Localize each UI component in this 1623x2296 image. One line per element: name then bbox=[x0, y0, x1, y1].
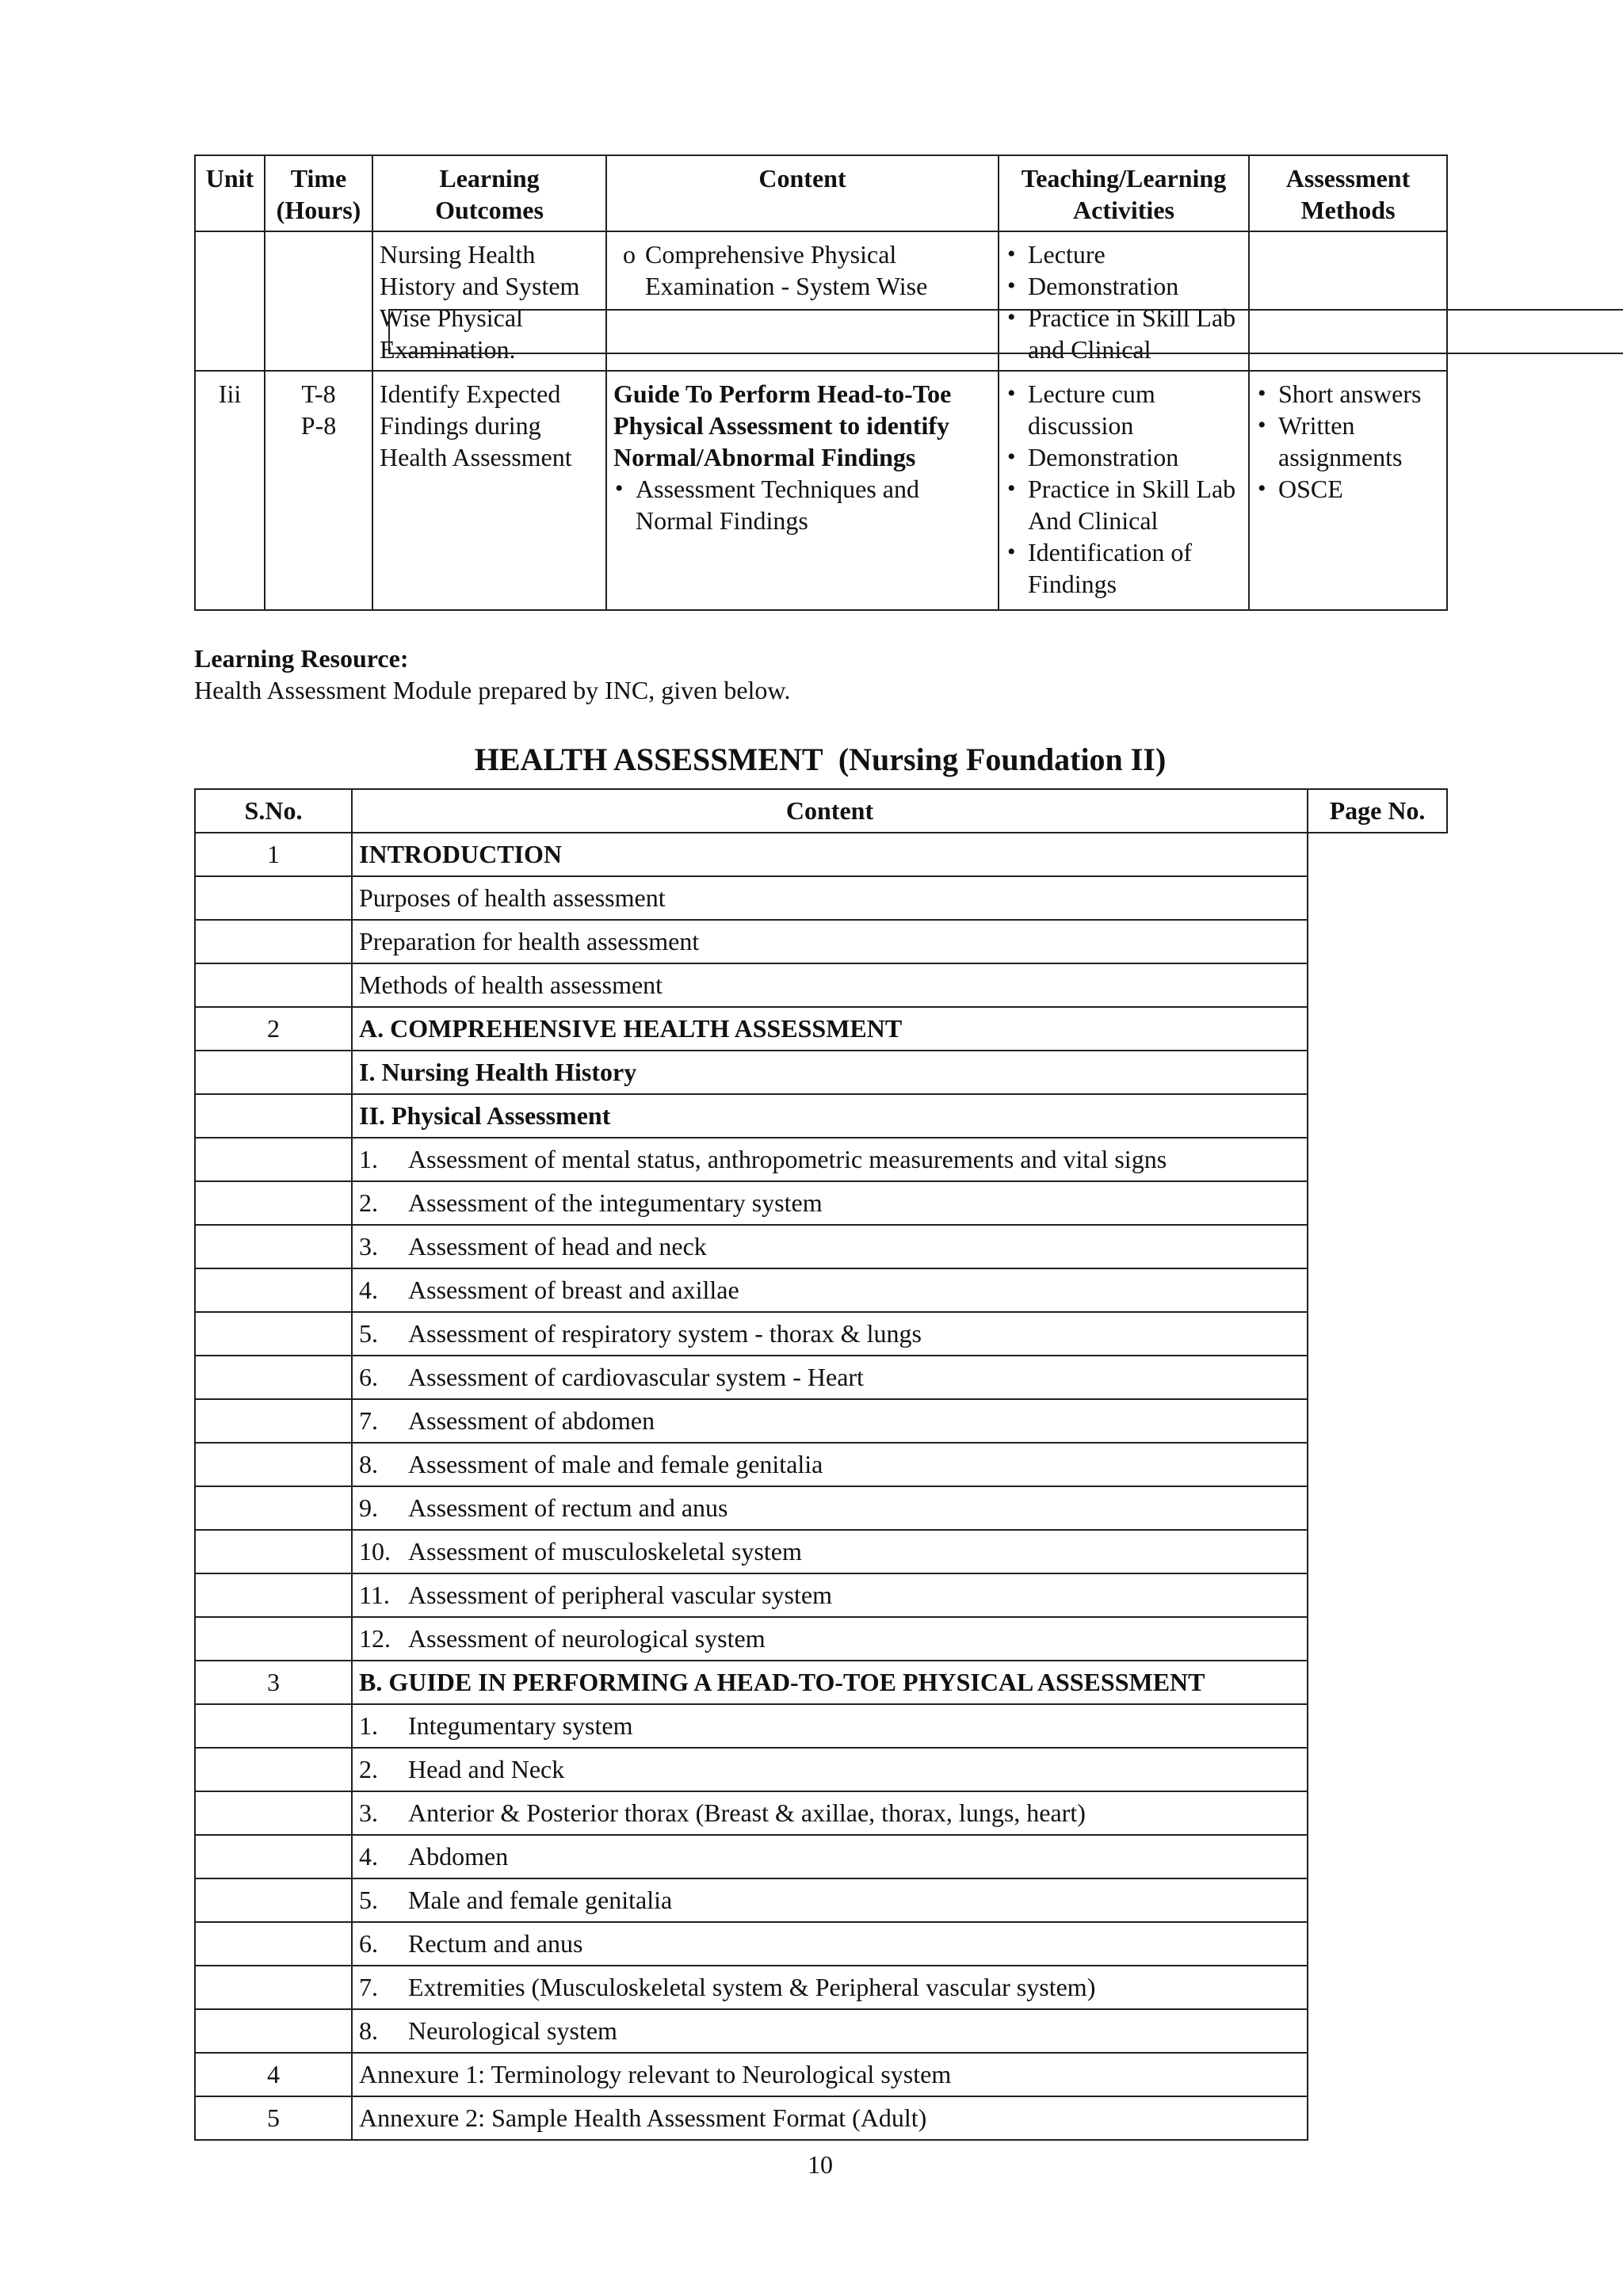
activities-header: Teaching/Learning Activities bbox=[999, 155, 1249, 231]
table-row bbox=[195, 1268, 1447, 1312]
item-number: 10. bbox=[359, 1537, 391, 1566]
item-number: 2. bbox=[359, 1188, 378, 1217]
sno-cell bbox=[195, 1878, 352, 1922]
table-row bbox=[195, 1791, 1447, 1835]
sno-cell bbox=[195, 1268, 352, 1312]
item-text: Assessment of abdomen bbox=[408, 1406, 655, 1435]
content-cell bbox=[352, 1094, 1308, 1138]
list-item: • Identification of Findings bbox=[1006, 536, 1242, 600]
item-text: Methods of health assessment bbox=[359, 971, 663, 999]
list-item: • Practice in Skill Lab and Clinical bbox=[1006, 302, 1242, 365]
health-assessment-title: HEALTH ASSESSMENT (Nursing Foundation II) bbox=[474, 742, 1167, 777]
content-cell bbox=[352, 1399, 1308, 1443]
time-cell bbox=[265, 231, 372, 371]
list-item: • Practice in Skill Lab And Clinical bbox=[1006, 473, 1242, 536]
table-row bbox=[195, 2096, 1447, 2140]
item-text: Assessment of rectum and anus bbox=[408, 1493, 728, 1522]
unit-cell bbox=[195, 231, 265, 371]
sno-cell bbox=[195, 920, 352, 963]
content-cell bbox=[352, 1312, 1308, 1356]
content-cell bbox=[352, 2053, 1308, 2096]
list-item: • OSCE bbox=[1256, 473, 1440, 505]
item-text: Anterior & Posterior thorax (Breast & axillae, thorax, lungs, heart) bbox=[408, 1798, 1086, 1827]
content-cell bbox=[352, 1878, 1308, 1922]
table-header-row bbox=[195, 789, 1447, 833]
content-cell bbox=[352, 2096, 1308, 2140]
learning-resource-heading: Learning Resource: bbox=[194, 644, 409, 673]
item-number: 11. bbox=[359, 1581, 390, 1609]
content-cell bbox=[352, 1617, 1308, 1661]
table-row bbox=[195, 1922, 1447, 1966]
sno-cell bbox=[195, 2009, 352, 2053]
table-row bbox=[195, 1661, 1447, 1704]
list-item: • Short answers bbox=[1256, 378, 1440, 410]
item-text: Head and Neck bbox=[408, 1755, 565, 1783]
outcomes-header: Learning Outcomes bbox=[372, 155, 606, 231]
sno-cell bbox=[195, 1835, 352, 1878]
item-text: Assessment of neurological system bbox=[408, 1624, 766, 1653]
list-item: • Demonstration bbox=[1006, 441, 1242, 473]
item-text: Rectum and anus bbox=[408, 1929, 583, 1958]
outcomes-cell: Nursing Health History and System Wise Physical Examination. bbox=[372, 231, 606, 371]
course-row bbox=[195, 371, 1447, 610]
content-heading: Normal/Abnormal Findings bbox=[613, 443, 916, 471]
table-row bbox=[195, 1704, 1447, 1748]
table-row bbox=[195, 1530, 1447, 1573]
item-text: Assessment of mental status, anthropometric measurements and vital signs bbox=[408, 1145, 1167, 1173]
item-number: 6. bbox=[359, 1363, 378, 1391]
sno-cell: 3 bbox=[195, 1661, 352, 1704]
sno-cell bbox=[195, 1617, 352, 1661]
item-number: 5. bbox=[359, 1886, 378, 1914]
sno-cell bbox=[195, 1094, 352, 1138]
table-row bbox=[195, 1181, 1447, 1225]
table-row bbox=[195, 1399, 1447, 1443]
item-text: INTRODUCTION bbox=[359, 840, 563, 868]
item-text: I. Nursing Health History bbox=[359, 1058, 637, 1086]
item-number: 9. bbox=[359, 1493, 378, 1522]
content-cell bbox=[352, 1791, 1308, 1835]
item-text: Extremities (Musculoskeletal system & Peripheral vascular system) bbox=[408, 1973, 1096, 2001]
table-row bbox=[195, 963, 1447, 1007]
time-cell: T-8 P-8 bbox=[265, 371, 372, 610]
item-text: Assessment of cardiovascular system - Heart bbox=[408, 1363, 864, 1391]
assessment-header: Assessment Methods bbox=[1249, 155, 1447, 231]
sno-cell bbox=[195, 1791, 352, 1835]
item-text: Integumentary system bbox=[408, 1711, 633, 1740]
item-number: 1. bbox=[359, 1711, 378, 1740]
item-number: 3. bbox=[359, 1798, 378, 1827]
item-number: 5. bbox=[359, 1319, 378, 1348]
item-text: Purposes of health assessment bbox=[359, 883, 666, 912]
item-text: A. COMPREHENSIVE HEALTH ASSESSMENT bbox=[359, 1014, 903, 1043]
table-row bbox=[195, 1486, 1447, 1530]
content-cell bbox=[352, 1922, 1308, 1966]
table-row bbox=[195, 920, 1447, 963]
sno-cell bbox=[195, 1443, 352, 1486]
content-heading: Guide To Perform Head-to-Toe bbox=[613, 379, 952, 408]
content-cell bbox=[352, 1966, 1308, 2009]
content-cell bbox=[352, 1704, 1308, 1748]
sno-cell bbox=[195, 876, 352, 920]
table-row bbox=[195, 1966, 1447, 2009]
sno-cell bbox=[195, 1486, 352, 1530]
table-row bbox=[195, 1051, 1447, 1094]
sno-cell bbox=[195, 1966, 352, 2009]
content-cell bbox=[352, 920, 1308, 963]
table-row bbox=[195, 1748, 1447, 1791]
sno-cell bbox=[195, 1225, 352, 1268]
sno-cell bbox=[195, 1530, 352, 1573]
sno-cell bbox=[195, 1312, 352, 1356]
learning-resource-text: Health Assessment Module prepared by INC, given below. bbox=[194, 676, 791, 704]
course-table bbox=[194, 154, 1448, 611]
content-heading: Physical Assessment to identify bbox=[613, 411, 949, 440]
item-text: Assessment of head and neck bbox=[408, 1232, 707, 1261]
content-cell bbox=[352, 1181, 1308, 1225]
sno-cell: 2 bbox=[195, 1007, 352, 1051]
content-cell bbox=[352, 1138, 1308, 1181]
item-number: 6. bbox=[359, 1929, 378, 1958]
list-item: • Written assignments bbox=[1256, 410, 1440, 473]
sno-cell bbox=[195, 1051, 352, 1094]
list-item: • Lecture bbox=[1006, 238, 1242, 270]
item-number: 3. bbox=[359, 1232, 378, 1261]
sno-cell bbox=[195, 1181, 352, 1225]
page-header: Page No. bbox=[1308, 789, 1447, 833]
content-cell bbox=[352, 1051, 1308, 1094]
content-cell bbox=[352, 1661, 1308, 1704]
table-row bbox=[195, 833, 1447, 876]
item-text: Neurological system bbox=[408, 2016, 617, 2045]
course-header-row bbox=[195, 155, 1447, 231]
table-row bbox=[195, 2053, 1447, 2096]
item-number: 1. bbox=[359, 1145, 378, 1173]
content-cell bbox=[352, 1007, 1308, 1051]
item-number: 4. bbox=[359, 1842, 378, 1871]
item-text: Assessment of peripheral vascular system bbox=[408, 1581, 832, 1609]
item-text: Assessment of breast and axillae bbox=[408, 1276, 739, 1304]
table-row bbox=[195, 1356, 1447, 1399]
item-text: Preparation for health assessment bbox=[359, 927, 700, 955]
table-row bbox=[195, 1094, 1447, 1138]
item-number: 12. bbox=[359, 1624, 391, 1653]
item-number: 4. bbox=[359, 1276, 378, 1304]
content-cell bbox=[352, 2009, 1308, 2053]
table-row bbox=[195, 1007, 1447, 1051]
table-row bbox=[195, 876, 1447, 920]
table-row bbox=[195, 1878, 1447, 1922]
table-row bbox=[195, 1138, 1447, 1181]
content-cell bbox=[352, 1443, 1308, 1486]
item-number: 7. bbox=[359, 1406, 378, 1435]
table-row bbox=[195, 1312, 1447, 1356]
content-cell bbox=[606, 371, 999, 610]
table-row bbox=[195, 1835, 1447, 1878]
sno-cell bbox=[195, 1356, 352, 1399]
content-cell bbox=[352, 833, 1308, 876]
page-number: 10 bbox=[808, 2150, 833, 2179]
item-text: Assessment of musculoskeletal system bbox=[408, 1537, 802, 1566]
item-number: 8. bbox=[359, 2016, 378, 2045]
item-text: Annexure 1: Terminology relevant to Neurological system bbox=[359, 2060, 952, 2088]
sno-cell: 1 bbox=[195, 833, 352, 876]
sno-cell bbox=[195, 1748, 352, 1791]
document-page bbox=[194, 154, 1446, 2180]
table-row bbox=[195, 1443, 1447, 1486]
table-row bbox=[195, 2009, 1447, 2053]
content-cell bbox=[352, 876, 1308, 920]
item-text: B. GUIDE IN PERFORMING A HEAD-TO-TOE PHYSICAL ASSESSMENT bbox=[359, 1668, 1205, 1696]
item-text: Abdomen bbox=[408, 1842, 509, 1871]
assessment-cell bbox=[1249, 371, 1447, 610]
activities-cell bbox=[999, 371, 1249, 610]
item-text: Assessment of respiratory system - thorax & lungs bbox=[408, 1319, 922, 1348]
content-cell bbox=[352, 1835, 1308, 1878]
item-text: Assessment of male and female genitalia bbox=[408, 1450, 823, 1478]
unit-cell: Iii bbox=[195, 371, 265, 610]
content-cell bbox=[352, 1486, 1308, 1530]
content-header: Content bbox=[606, 155, 999, 231]
table-row bbox=[195, 1573, 1447, 1617]
health-assessment-table bbox=[194, 788, 1448, 2141]
content-cell bbox=[352, 1530, 1308, 1573]
item-number: 2. bbox=[359, 1755, 378, 1783]
sno-cell bbox=[195, 1573, 352, 1617]
table-row bbox=[195, 1617, 1447, 1661]
list-item: • Assessment Techniques and Normal Findings bbox=[613, 473, 991, 536]
item-text: II. Physical Assessment bbox=[359, 1101, 611, 1130]
content-cell bbox=[352, 963, 1308, 1007]
sno-cell: 4 bbox=[195, 2053, 352, 2096]
content-cell bbox=[352, 1573, 1308, 1617]
list-item: • Demonstration bbox=[1006, 270, 1242, 302]
list-item: o Comprehensive Physical Examination - System Wise bbox=[613, 238, 991, 302]
learning-resource bbox=[194, 643, 1446, 706]
item-text: Assessment of the integumentary system bbox=[408, 1188, 823, 1217]
time-header: Time (Hours) bbox=[265, 155, 372, 231]
content-cell bbox=[352, 1225, 1308, 1268]
sno-cell: 5 bbox=[195, 2096, 352, 2140]
sno-cell bbox=[195, 1399, 352, 1443]
outcomes-cell: Identify Expected Findings during Health Assessment bbox=[372, 371, 606, 610]
sno-cell bbox=[195, 1704, 352, 1748]
list-item: • Lecture cum discussion bbox=[1006, 378, 1242, 441]
item-text: Male and female genitalia bbox=[408, 1886, 673, 1914]
content-header: Content bbox=[352, 789, 1308, 833]
sno-cell bbox=[195, 963, 352, 1007]
item-number: 7. bbox=[359, 1973, 378, 2001]
content-cell bbox=[352, 1356, 1308, 1399]
page-cell bbox=[388, 309, 1623, 354]
sno-cell bbox=[195, 1922, 352, 1966]
sno-cell bbox=[195, 1138, 352, 1181]
item-text: Annexure 2: Sample Health Assessment Format (Adult) bbox=[359, 2103, 927, 2132]
sno-header: S.No. bbox=[195, 789, 352, 833]
content-cell bbox=[352, 1748, 1308, 1791]
item-number: 8. bbox=[359, 1450, 378, 1478]
content-cell bbox=[352, 1268, 1308, 1312]
unit-header: Unit bbox=[195, 155, 265, 231]
table-row bbox=[195, 1225, 1447, 1268]
